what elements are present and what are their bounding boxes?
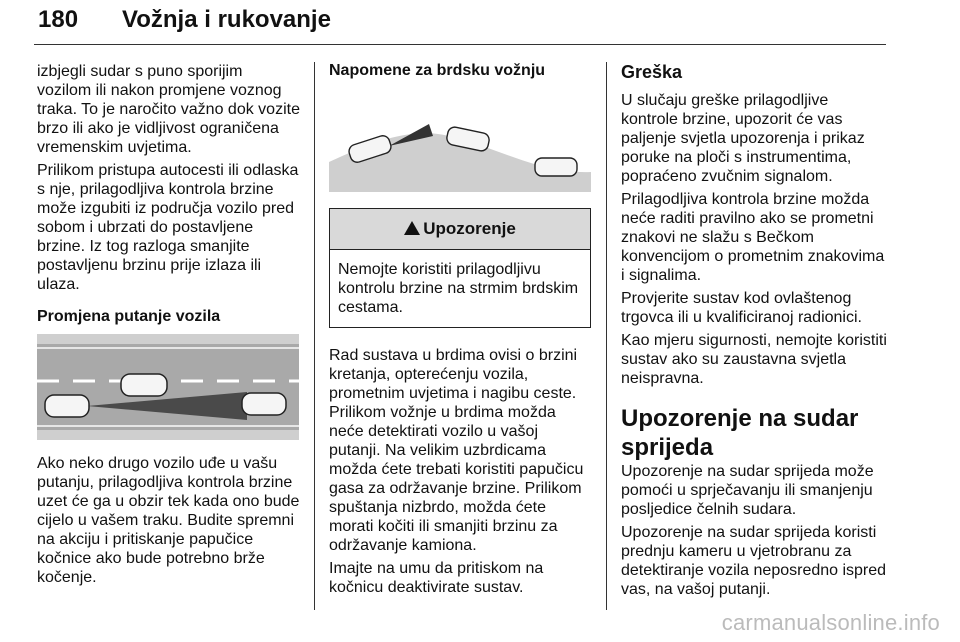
warning-title: Upozorenje [423, 219, 516, 238]
column-divider [606, 62, 607, 610]
paragraph: Upozorenje na sudar sprijeda koristi prednju kameru u vjetrobranu za detektiranje vozila neposredno ispred vas, na vašoj putanji. [621, 524, 887, 598]
warning-box [329, 208, 591, 328]
paragraph: Kao mjeru sigurnosti, nemojte koristiti sustav ako su zaustavna svjetla neispravna. [621, 332, 887, 387]
column-right [621, 62, 887, 603]
watermark: carmanualsonline.info [721, 610, 940, 635]
paragraph: Prilikom pristupa autocesti ili odlaska s nje, prilagodljiva kontrola brzine može izgubiti iz područja vozilo pred sobom i ubrzati do postavljene brzine. Iz tog razloga smanjite postavljenu brzinu prije izlaza ili ulaza. [37, 162, 299, 293]
own-car-icon [45, 395, 89, 417]
column-middle [329, 62, 591, 601]
paragraph: izbjegli sudar s puno sporijim vozilom ili nakon promjene voznog traka. To je naročito važno dok vozite brzo ili ako je vidljivost ograničena vremenskim uvjetima. [37, 63, 300, 156]
warning-header [330, 209, 590, 250]
paragraph: Rad sustava u brdima ovisi o brzini kretanja, opterećenju vozila, prometnim uvjetima i nagibu ceste. Prilikom vožnje u brdima možda neće detektirati vozilo u vašoj putanji. Na velikim uzbrdicama možda ćete trebati koristiti papučicu gasa za održavanje brzine. Prilikom spuštanja nizbrdo, možda ćete morati kočiti ili smanjiti brzinu za održavanje kamiona. [329, 347, 584, 554]
page-number: 180 [38, 6, 79, 33]
section-heading: Greška [621, 62, 683, 82]
paragraph: Prilagodljiva kontrola brzine možda neće raditi pravilno ako se prometni znakovi ne slažu s Bečkom konvencijom o prometnim znakovima i signalima. [621, 191, 885, 284]
paragraph: Ako neko drugo vozilo uđe u vašu putanju, prilagodljiva kontrola brzine uzet će ga u obzir tek kada ono bude cijelo u vašem traku. Budite spremni na akciju i pritiskanje papučice kočnice ako bude potrebno brže kočenje. [37, 455, 300, 586]
paragraph: Imajte na umu da pritiskom na kočnicu deaktivirate sustav. [329, 560, 544, 596]
chapter-title: Vožnja i rukovanje [122, 6, 331, 33]
lead-car-icon [242, 393, 286, 415]
paragraph: Upozorenje na sudar sprijeda može pomoći u sprječavanju ili smanjenju posljedice čelnih sudara. [621, 463, 874, 518]
warning-triangle-icon [404, 221, 420, 235]
section-heading-large: Upozorenje na sudar sprijeda [621, 405, 859, 461]
section-subheading: Promjena putanje vozila [37, 308, 221, 325]
merging-car-icon [121, 374, 167, 396]
car-downhill-icon [535, 158, 577, 176]
page-header [34, 4, 886, 45]
section-subheading: Napomene za brdsku vožnju [329, 62, 546, 79]
hill-driving-illustration [329, 96, 591, 192]
paragraph: Provjerite sustav kod ovlaštenog trgovca ili u kvalificiranoj radionici. [621, 290, 862, 326]
lane-change-illustration [37, 334, 299, 440]
warning-text: Nemojte koristiti prilagodljivu kontrolu brzine na strmim brdskim cestama. [338, 261, 579, 316]
column-divider [314, 62, 315, 610]
column-left [37, 62, 301, 591]
paragraph: U slučaju greške prilagodljive kontrole brzine, upozorit će vas paljenje svjetla upozorenja i prikaz poruke na ploči s instrumentima, popraćeno zvučnim signalom. [621, 92, 865, 185]
